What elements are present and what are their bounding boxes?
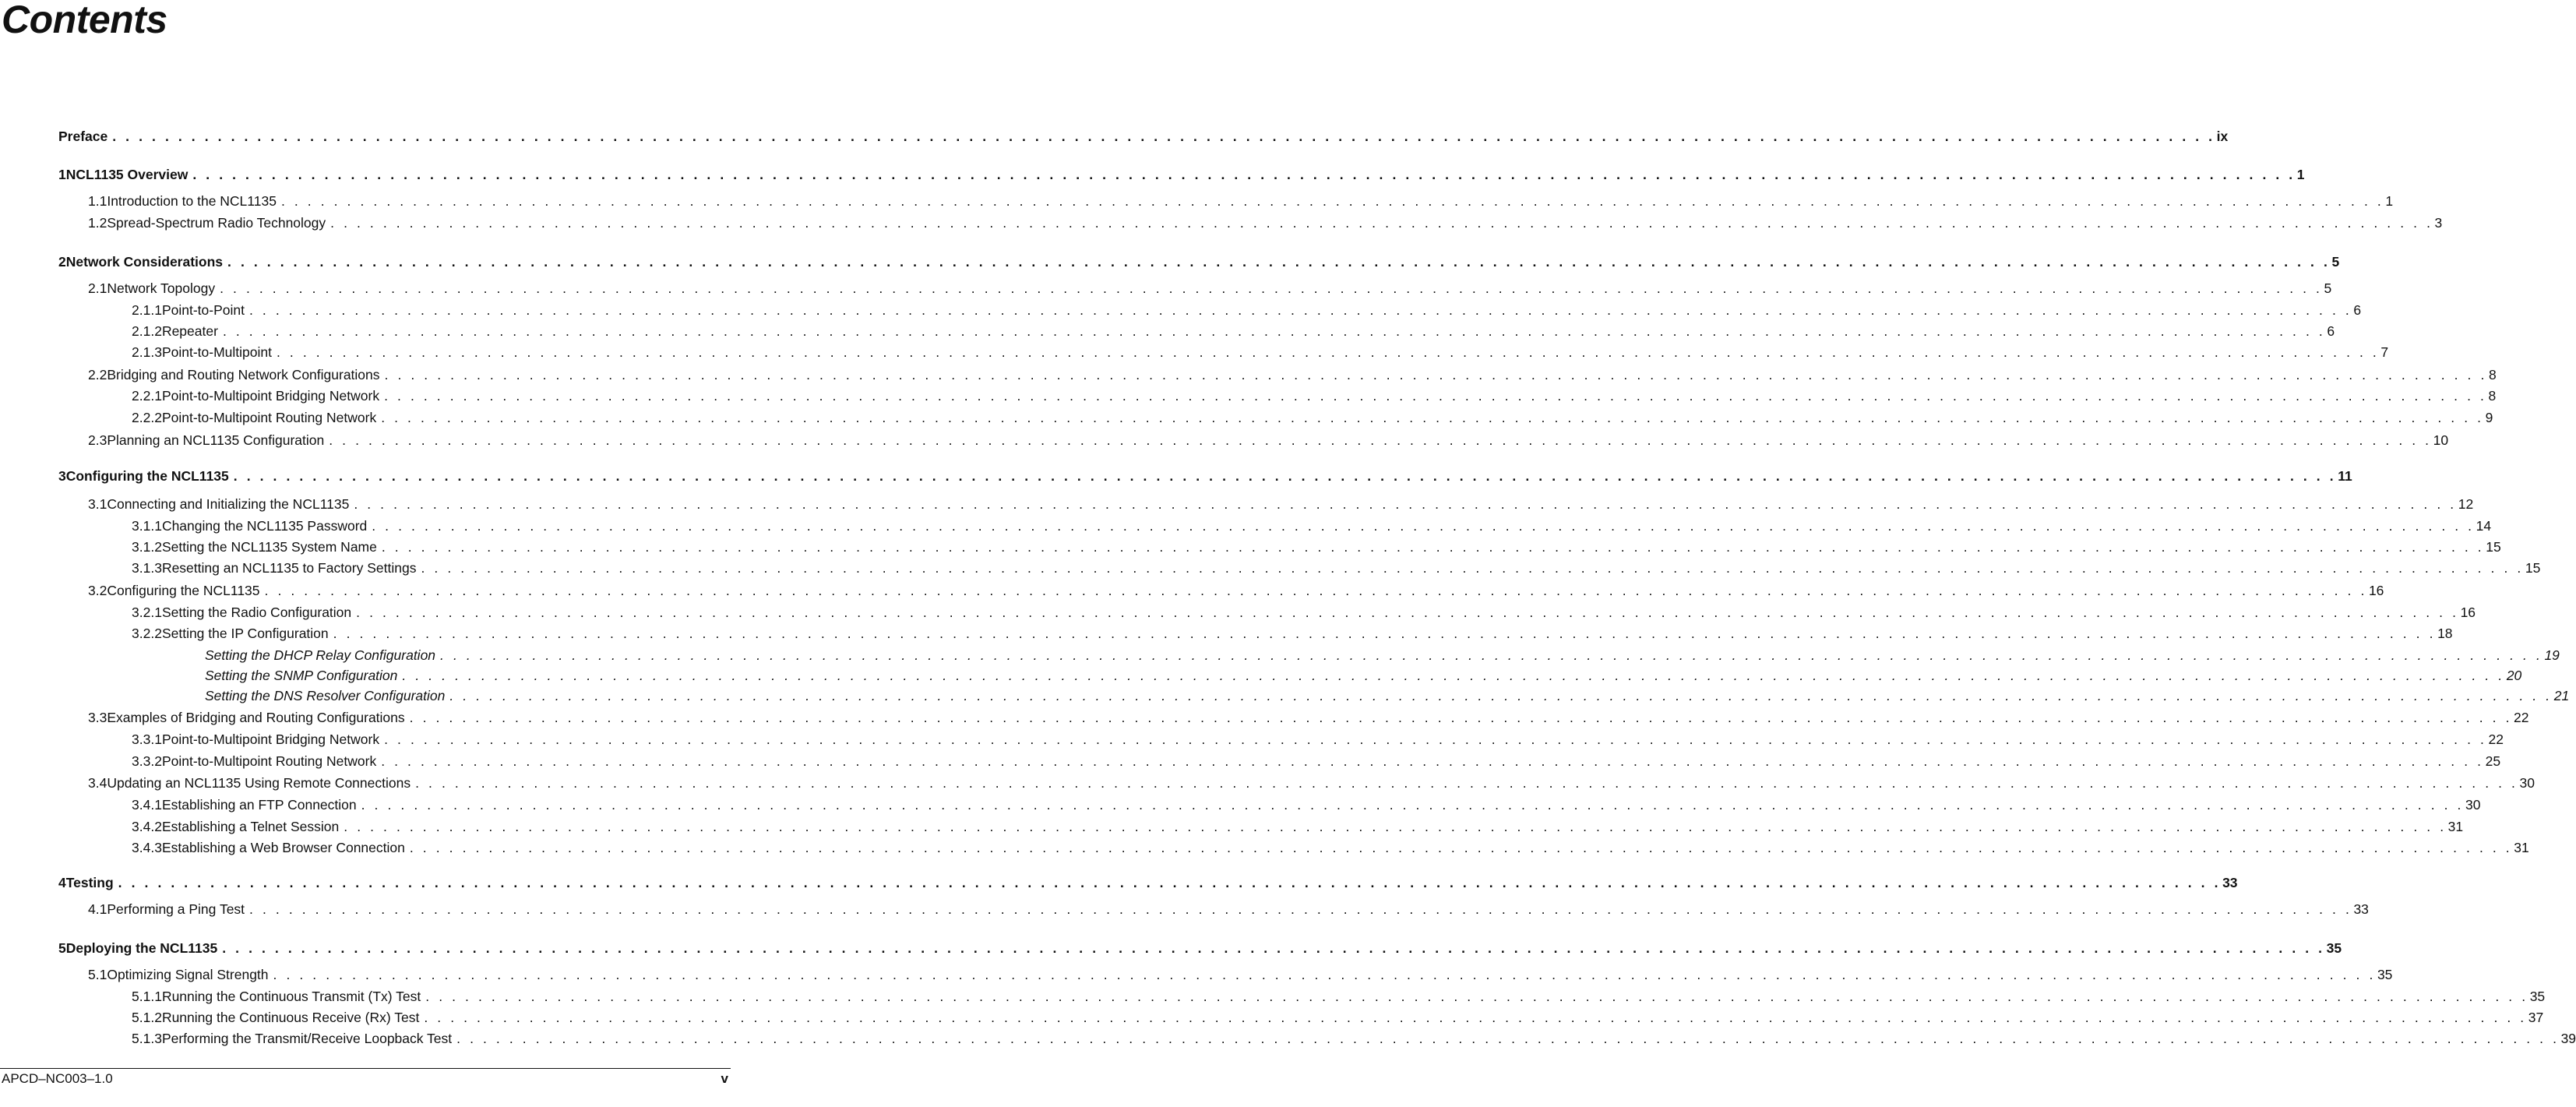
page-footer (2, 1071, 728, 1087)
toc-entry[interactable] (132, 538, 2501, 555)
toc-leader-dots: . . . . . . . . . . . . . . . . . . . . . . . . . . . . . . . . . . . . . . . . . . . . . . . . . . . . . . . . . . . . . . . . . . . . . . . . . . . . . . . . . . . . . . . . . . . . . . . . . . . . . . . . . . . . . . . . . . . . . . . . . . . . . . . . . . . . . . . . . . . . . . . . . . . . . . . . . . . . . . . . (280, 193, 2384, 209)
toc-entry[interactable] (58, 128, 2229, 145)
toc-entry[interactable] (132, 988, 2546, 1005)
toc-entry-page: 11 (2338, 468, 2352, 484)
toc-entry-number: 3.1 (88, 496, 107, 512)
toc-entry-number: 3 (58, 468, 66, 484)
toc-entry-title: Setting the Radio Configuration (161, 605, 352, 620)
toc-entry-page: 5 (2331, 254, 2340, 270)
toc-entry-page: 15 (2525, 560, 2541, 576)
toc-entry-title: Performing the Transmit/Receive Loopback Test (161, 1031, 453, 1046)
toc-leader-dots: . . . . . . . . . . . . . . . . . . . . . . . . . . . . . . . . . . . . . . . . . . . . . . . . . . . . . . . . . . . . . . . . . . . . . . . . . . . . . . . . . . . . . . . . . . . . . . . . . . . . . . . . . . . . . . . . . . . . . . . . . . . . . . . . . . . . . . . . . . . . . . . . . . . . . . . . . . . . . . . . (440, 647, 2543, 663)
toc-entry[interactable] (132, 1030, 2576, 1047)
toc-entry-page: 18 (2437, 626, 2453, 641)
toc-entry-title: Establishing an FTP Connection (161, 797, 357, 813)
toc-entry-number: 3.4 (88, 775, 107, 791)
toc-entry[interactable] (132, 625, 2453, 642)
toc-leader-dots: . . . . . . . . . . . . . . . . . . . . . . . . . . . . . . . . . . . . . . . . . . . . . . . . . . . . . . . . . . . . . . . . . . . . . . . . . . . . . . . . . . . . . . . . . . . . . . . . . . . . . . . . . . . . . . . . . . . . . . . . . . . . . . . . . . . . . . . . . . . . . . . . . . . . . . . . . . . . . . . . (112, 129, 2215, 144)
toc-entry-page: 22 (2488, 732, 2504, 747)
toc-entry-title: Setting the IP Configuration (161, 626, 329, 641)
toc-entry-title: Point-to-Multipoint Routing Network (161, 410, 377, 425)
toc-entry-title: Establishing a Telnet Session (161, 819, 340, 834)
toc-entry-number: 3.3 (88, 710, 107, 725)
toc-entry-title: Deploying the NCL1135 (65, 940, 218, 956)
toc-entry-title: Configuring the NCL1135 (107, 583, 260, 598)
toc-entry[interactable] (58, 467, 2352, 485)
toc-leader-dots: . . . . . . . . . . . . . . . . . . . . . . . . . . . . . . . . . . . . . . . . . . . . . . . . . . . . . . . . . . . . . . . . . . . . . . . . . . . . . . . . . . . . . . . . . . . . . . . . . . . . . . . . . . . . . . . . . . . . . . . . . . . . . . . . . . . . . . . . . . . . . . . . . . . . . . . . . . . . . . . . (222, 323, 2326, 339)
toc-entry[interactable] (88, 214, 2443, 231)
toc-leader-dots: . . . . . . . . . . . . . . . . . . . . . . . . . . . . . . . . . . . . . . . . . . . . . . . . . . . . . . . . . . . . . . . . . . . . . . . . . . . . . . . . . . . . . . . . . . . . . . . . . . . . . . . . . . . . . . . . . . . . . . . . . . . . . . . . . . . . . . . . . . . . . . . . . . . . . . . . . . . . . . . . (356, 605, 2459, 620)
toc-leader-dots: . . . . . . . . . . . . . . . . . . . . . . . . . . . . . . . . . . . . . . . . . . . . . . . . . . . . . . . . . . . . . . . . . . . . . . . . . . . . . . . . . . . . . . . . . . . . . . . . . . . . . . . . . . . . . . . . . . . . . . . . . . . . . . . . . . . . . . . . . . . . . . . . . . . . . . . . . . . . . . . . (333, 626, 2437, 641)
toc-leader-dots: . . . . . . . . . . . . . . . . . . . . . . . . . . . . . . . . . . . . . . . . . . . . . . . . . . . . . . . . . . . . . . . . . . . . . . . . . . . . . . . . . . . . . . . . . . . . . . . . . . . . . . . . . . . . . . . . . . . . . . . . . . . . . . . . . . . . . . . . . . . . . . . . . . . . . . . . . . . . . . . . (222, 940, 2325, 956)
toc-entry-title: Preface (58, 129, 108, 144)
toc-entry-number: 5 (58, 940, 66, 956)
toc-entry-title: Spread-Spectrum Radio Technology (107, 215, 326, 231)
toc-entry-page: 33 (2222, 875, 2238, 890)
toc-entry[interactable] (205, 667, 2522, 684)
toc-entry[interactable] (88, 192, 2394, 210)
toc-leader-dots: . . . . . . . . . . . . . . . . . . . . . . . . . . . . . . . . . . . . . . . . . . . . . . . . . . . . . . . . . . . . . . . . . . . . . . . . . . . . . . . . . . . . . . . . . . . . . . . . . . . . . . . . . . . . . . . . . . . . . . . . . . . . . . . . . . . . . . . . . . . . . . . . . . . . . . . . . . . . . . . . (384, 732, 2487, 747)
toc-entry-number: 2.2.2 (132, 410, 162, 425)
toc-leader-dots: . . . . . . . . . . . . . . . . . . . . . . . . . . . . . . . . . . . . . . . . . . . . . . . . . . . . . . . . . . . . . . . . . . . . . . . . . . . . . . . . . . . . . . . . . . . . . . . . . . . . . . . . . . . . . . . . . . . . . . . . . . . . . . . . . . . . . . . . . . . . . . . . . . . . . . . . . . . . . . . . (384, 388, 2487, 404)
toc-leader-dots: . . . . . . . . . . . . . . . . . . . . . . . . . . . . . . . . . . . . . . . . . . . . . . . . . . . . . . . . . . . . . . . . . . . . . . . . . . . . . . . . . . . . . . . . . . . . . . . . . . . . . . . . . . . . . . . . . . . . . . . . . . . . . . . . . . . . . . . . . . . . . . . . . . . . . . . . . . . . . . . . (409, 840, 2513, 855)
toc-entry-page: 35 (2377, 967, 2393, 982)
toc-entry-page: 31 (2447, 819, 2464, 834)
toc-entry-page: 22 (2514, 710, 2529, 725)
toc-leader-dots: . . . . . . . . . . . . . . . . . . . . . . . . . . . . . . . . . . . . . . . . . . . . . . . . . . . . . . . . . . . . . . . . . . . . . . . . . . . . . . . . . . . . . . . . . . . . . . . . . . . . . . . . . . . . . . . . . . . . . . . . . . . . . . . . . . . . . . . . . . . . . . . . . . . . . . . . . . . . . . . . (425, 989, 2528, 1004)
toc-entry-page: ix (2216, 129, 2229, 144)
toc-entry-title: NCL1135 Overview (65, 167, 189, 182)
toc-entry[interactable] (88, 432, 2449, 449)
toc-entry[interactable] (132, 753, 2501, 770)
toc-entry-page: 19 (2544, 647, 2560, 663)
toc-leader-dots: . . . . . . . . . . . . . . . . . . . . . . . . . . . . . . . . . . . . . . . . . . . . . . . . . . . . . . . . . . . . . . . . . . . . . . . . . . . . . . . . . . . . . . . . . . . . . . . . . . . . . . . . . . . . . . . . . . . . . . . . . . . . . . . . . . . . . . . . . . . . . . . . . . . . . . . . . . . . . . . . (402, 668, 2505, 683)
toc-leader-dots: . . . . . . . . . . . . . . . . . . . . . . . . . . . . . . . . . . . . . . . . . . . . . . . . . . . . . . . . . . . . . . . . . . . . . . . . . . . . . . . . . . . . . . . . . . . . . . . . . . . . . . . . . . . . . . . . . . . . . . . . . . . . . . . . . . . . . . . . . . . . . . . . . . . . . . . . . . . . . . . . (330, 215, 2433, 231)
toc-entry-number: 3.4.2 (132, 819, 162, 834)
toc-entry[interactable] (132, 559, 2541, 576)
toc-entry-number: 3.2.1 (132, 605, 162, 620)
toc-entry[interactable] (88, 582, 2384, 599)
toc-entry-page: 7 (2380, 344, 2389, 360)
toc-leader-dots: . . . . . . . . . . . . . . . . . . . . . . . . . . . . . . . . . . . . . . . . . . . . . . . . . . . . . . . . . . . . . . . . . . . . . . . . . . . . . . . . . . . . . . . . . . . . . . . . . . . . . . . . . . . . . . . . . . . . . . . . . . . . . . . . . . . . . . . . . . . . . . . . . . . . . . . . . . . . . . . . (421, 560, 2524, 576)
toc-leader-dots: . . . . . . . . . . . . . . . . . . . . . . . . . . . . . . . . . . . . . . . . . . . . . . . . . . . . . . . . . . . . . . . . . . . . . . . . . . . . . . . . . . . . . . . . . . . . . . . . . . . . . . . . . . . . . . . . . . . . . . . . . . . . . . . . . . . . . . . . . . . . . . . . . . . . . . . . . . . . . . . . (329, 432, 2432, 448)
toc-entry-page: 16 (2368, 583, 2384, 598)
toc-entry[interactable] (88, 366, 2497, 383)
toc-entry[interactable] (132, 387, 2497, 404)
toc-leader-dots: . . . . . . . . . . . . . . . . . . . . . . . . . . . . . . . . . . . . . . . . . . . . . . . . . . . . . . . . . . . . . . . . . . . . . . . . . . . . . . . . . . . . . . . . . . . . . . . . . . . . . . . . . . . . . . . . . . . . . . . . . . . . . . . . . . . . . . . . . . . . . . . . . . . . . . . . . . . . . . . . (354, 496, 2457, 512)
toc-entry-title: Point-to-Point (161, 302, 245, 318)
toc-entry[interactable] (132, 323, 2335, 340)
toc-entry-title: Bridging and Routing Network Configurations (107, 367, 380, 383)
toc-entry-number: 3.1.3 (132, 560, 162, 576)
toc-entry[interactable] (205, 647, 2560, 664)
toc-leader-dots: . . . . . . . . . . . . . . . . . . . . . . . . . . . . . . . . . . . . . . . . . . . . . . . . . . . . . . . . . . . . . . . . . . . . . . . . . . . . . . . . . . . . . . . . . . . . . . . . . . . . . . . . . . . . . . . . . . . . . . . . . . . . . . . . . . . . . . . . . . . . . . . . . . . . . . . . . . . . . . . . (227, 254, 2331, 270)
toc-entry[interactable] (58, 253, 2340, 270)
toc-entry[interactable] (88, 901, 2369, 918)
toc-entry-number: 3.3.2 (132, 753, 162, 769)
toc-entry-title: Resetting an NCL1135 to Factory Settings (161, 560, 417, 576)
toc-entry-number: 3.3.1 (132, 732, 162, 747)
toc-entry-title: Performing a Ping Test (107, 901, 245, 917)
toc-entry[interactable] (132, 517, 2492, 534)
toc-entry-number: 2.1 (88, 280, 107, 296)
toc-entry-title: Repeater (161, 323, 218, 339)
toc-leader-dots: . . . . . . . . . . . . . . . . . . . . . . . . . . . . . . . . . . . . . . . . . . . . . . . . . . . . . . . . . . . . . . . . . . . . . . . . . . . . . . . . . . . . . . . . . . . . . . . . . . . . . . . . . . . . . . . . . . . . . . . . . . . . . . . . . . . . . . . . . . . . . . . . . . . . . . . . . . . . . . . . (372, 518, 2475, 534)
toc-entry[interactable] (132, 301, 2362, 319)
toc-entry-page: 31 (2514, 840, 2529, 855)
toc-entry-page: 37 (2528, 1010, 2544, 1025)
toc-entry[interactable] (132, 796, 2481, 813)
toc-entry-number: 2.2.1 (132, 388, 162, 404)
toc-entry-number: 1.2 (88, 215, 107, 231)
toc-entry[interactable] (88, 966, 2393, 983)
toc-entry-page: 6 (2327, 323, 2335, 339)
toc-entry-title: Point-to-Multipoint (161, 344, 272, 360)
toc-entry-title: Network Considerations (65, 254, 224, 270)
toc-leader-dots: . . . . . . . . . . . . . . . . . . . . . . . . . . . . . . . . . . . . . . . . . . . . . . . . . . . . . . . . . . . . . . . . . . . . . . . . . . . . . . . . . . . . . . . . . . . . . . . . . . . . . . . . . . . . . . . . . . . . . . . . . . . . . . . . . . . . . . . . . . . . . . . . . . . . . . . . . . . . . . . . (249, 901, 2352, 917)
toc-leader-dots: . . . . . . . . . . . . . . . . . . . . . . . . . . . . . . . . . . . . . . . . . . . . . . . . . . . . . . . . . . . . . . . . . . . . . . . . . . . . . . . . . . . . . . . . . . . . . . . . . . . . . . . . . . . . . . . . . . . . . . . . . . . . . . . . . . . . . . . . . . . . . . . . . . . . . . . . . . . . . . . . (456, 1031, 2560, 1046)
toc-entry-title: Point-to-Multipoint Routing Network (161, 753, 377, 769)
toc-entry-title: Changing the NCL1135 Password (161, 518, 368, 534)
page-title: Contents (2, 0, 167, 41)
toc-entry-number: 2.1.3 (132, 344, 162, 360)
toc-entry-number: 2.2 (88, 367, 107, 383)
toc-entry-page: 30 (2519, 775, 2535, 791)
toc-entry-number: 3.1.2 (132, 539, 162, 555)
toc-entry-page: 12 (2458, 496, 2474, 512)
toc-entry[interactable] (132, 409, 2493, 426)
toc-entry[interactable] (132, 818, 2464, 835)
toc-leader-dots: . . . . . . . . . . . . . . . . . . . . . . . . . . . . . . . . . . . . . . . . . . . . . . . . . . . . . . . . . . . . . . . . . . . . . . . . . . . . . . . . . . . . . . . . . . . . . . . . . . . . . . . . . . . . . . . . . . . . . . . . . . . . . . . . . . . . . . . . . . . . . . . . . . . . . . . . . . . . . . . . (449, 688, 2553, 703)
toc-entry-title: Testing (65, 875, 114, 890)
toc-entry-page: 35 (2529, 989, 2546, 1004)
toc-entry[interactable] (132, 731, 2504, 748)
toc-entry-number: 1 (58, 167, 66, 182)
toc-entry-number: 5.1.2 (132, 1010, 162, 1025)
toc-entry-title: Updating an NCL1135 Using Remote Connections (107, 775, 411, 791)
toc-entry-page: 10 (2433, 432, 2449, 448)
toc-leader-dots: . . . . . . . . . . . . . . . . . . . . . . . . . . . . . . . . . . . . . . . . . . . . . . . . . . . . . . . . . . . . . . . . . . . . . . . . . . . . . . . . . . . . . . . . . . . . . . . . . . . . . . . . . . . . . . . . . . . . . . . . . . . . . . . . . . . . . . . . . . . . . . . . . . . . . . . . . . . . . . . . (415, 775, 2518, 791)
toc-entry[interactable] (132, 604, 2476, 621)
toc-entry-number: 3.2 (88, 583, 107, 598)
toc-entry-page: 14 (2476, 518, 2492, 534)
toc-entry-title: Configuring the NCL1135 (65, 468, 229, 484)
toc-entry[interactable] (205, 687, 2570, 704)
toc-entry-page: 1 (2385, 193, 2394, 209)
toc-entry-number: 3.2.2 (132, 626, 162, 641)
toc-leader-dots: . . . . . . . . . . . . . . . . . . . . . . . . . . . . . . . . . . . . . . . . . . . . . . . . . . . . . . . . . . . . . . . . . . . . . . . . . . . . . . . . . . . . . . . . . . . . . . . . . . . . . . . . . . . . . . . . . . . . . . . . . . . . . . . . . . . . . . . . . . . . . . . . . . . . . . . . . . . . . . . . (424, 1010, 2527, 1025)
toc-entry-page: 15 (2486, 539, 2501, 555)
toc-leader-dots: . . . . . . . . . . . . . . . . . . . . . . . . . . . . . . . . . . . . . . . . . . . . . . . . . . . . . . . . . . . . . . . . . . . . . . . . . . . . . . . . . . . . . . . . . . . . . . . . . . . . . . . . . . . . . . . . . . . . . . . . . . . . . . . . . . . . . . . . . . . . . . . . . . . . . . . . . . . . . . . . (381, 753, 2484, 769)
toc-entry[interactable] (132, 839, 2529, 856)
toc-leader-dots: . . . . . . . . . . . . . . . . . . . . . . . . . . . . . . . . . . . . . . . . . . . . . . . . . . . . . . . . . . . . . . . . . . . . . . . . . . . . . . . . . . . . . . . . . . . . . . . . . . . . . . . . . . . . . . . . . . . . . . . . . . . . . . . . . . . . . . . . . . . . . . . . . . . . . . . . . . . . . . . . (381, 410, 2484, 425)
toc-leader-dots: . . . . . . . . . . . . . . . . . . . . . . . . . . . . . . . . . . . . . . . . . . . . . . . . . . . . . . . . . . . . . . . . . . . . . . . . . . . . . . . . . . . . . . . . . . . . . . . . . . . . . . . . . . . . . . . . . . . . . . . . . . . . . . . . . . . . . . . . . . . . . . . . . . . . . . . . . . . . . . . . (273, 967, 2376, 982)
toc-entry[interactable] (58, 874, 2238, 891)
toc-entry-page: 6 (2353, 302, 2362, 318)
toc-entry-title: Planning an NCL1135 Configuration (107, 432, 325, 448)
footer-page-number: v (721, 1071, 728, 1086)
toc-entry[interactable] (58, 166, 2305, 183)
toc-entry-number: 4 (58, 875, 66, 890)
toc-entry-title: Introduction to the NCL1135 (107, 193, 277, 209)
toc-entry-number: 2 (58, 254, 66, 270)
toc-leader-dots: . . . . . . . . . . . . . . . . . . . . . . . . . . . . . . . . . . . . . . . . . . . . . . . . . . . . . . . . . . . . . . . . . . . . . . . . . . . . . . . . . . . . . . . . . . . . . . . . . . . . . . . . . . . . . . . . . . . . . . . . . . . . . . . . . . . . . . . . . . . . . . . . . . . . . . . . . . . . . . . . (118, 875, 2222, 890)
toc-leader-dots: . . . . . . . . . . . . . . . . . . . . . . . . . . . . . . . . . . . . . . . . . . . . . . . . . . . . . . . . . . . . . . . . . . . . . . . . . . . . . . . . . . . . . . . . . . . . . . . . . . . . . . . . . . . . . . . . . . . . . . . . . . . . . . . . . . . . . . . . . . . . . . . . . . . . . . . . . . . . . . . . (192, 167, 2296, 182)
toc-entry-number: 5.1 (88, 967, 107, 982)
toc-entry[interactable] (132, 1009, 2544, 1026)
toc-entry-page: 8 (2488, 367, 2497, 383)
toc-entry-page: 1 (2296, 167, 2305, 182)
toc-entry-number: 3.1.1 (132, 518, 162, 534)
toc-entry-page: 21 (2553, 688, 2570, 703)
toc-entry[interactable] (58, 940, 2342, 957)
toc-entry-number: 4.1 (88, 901, 107, 917)
toc-entry-title: Point-to-Multipoint Bridging Network (161, 732, 380, 747)
toc-leader-dots: . . . . . . . . . . . . . . . . . . . . . . . . . . . . . . . . . . . . . . . . . . . . . . . . . . . . . . . . . . . . . . . . . . . . . . . . . . . . . . . . . . . . . . . . . . . . . . . . . . . . . . . . . . . . . . . . . . . . . . . . . . . . . . . . . . . . . . . . . . . . . . . . . . . . . . . . . . . . . . . . (248, 302, 2352, 318)
toc-entry-title: Setting the SNMP Configuration (205, 668, 398, 683)
toc-entry-title: Running the Continuous Transmit (Tx) Test (161, 989, 421, 1004)
toc-entry-title: Examples of Bridging and Routing Configurations (107, 710, 405, 725)
footer-rule (0, 1068, 731, 1069)
toc-entry-title: Optimizing Signal Strength (107, 967, 269, 982)
toc-entry-page: 25 (2485, 753, 2501, 769)
toc-entry[interactable] (88, 774, 2535, 791)
toc-entry-number: 3.4.3 (132, 840, 162, 855)
toc-entry-page: 33 (2353, 901, 2369, 917)
toc-entry-page: 9 (2485, 410, 2493, 425)
toc-leader-dots: . . . . . . . . . . . . . . . . . . . . . . . . . . . . . . . . . . . . . . . . . . . . . . . . . . . . . . . . . . . . . . . . . . . . . . . . . . . . . . . . . . . . . . . . . . . . . . . . . . . . . . . . . . . . . . . . . . . . . . . . . . . . . . . . . . . . . . . . . . . . . . . . . . . . . . . . . . . . . . . . (409, 710, 2513, 725)
toc-leader-dots: . . . . . . . . . . . . . . . . . . . . . . . . . . . . . . . . . . . . . . . . . . . . . . . . . . . . . . . . . . . . . . . . . . . . . . . . . . . . . . . . . . . . . . . . . . . . . . . . . . . . . . . . . . . . . . . . . . . . . . . . . . . . . . . . . . . . . . . . . . . . . . . . . . . . . . . . . . . . . . . . (384, 367, 2487, 383)
toc-entry-page: 3 (2434, 215, 2443, 231)
toc-leader-dots: . . . . . . . . . . . . . . . . . . . . . . . . . . . . . . . . . . . . . . . . . . . . . . . . . . . . . . . . . . . . . . . . . . . . . . . . . . . . . . . . . . . . . . . . . . . . . . . . . . . . . . . . . . . . . . . . . . . . . . . . . . . . . . . . . . . . . . . . . . . . . . . . . . . . . . . . . . . . . . . . (344, 819, 2447, 834)
toc-leader-dots: . . . . . . . . . . . . . . . . . . . . . . . . . . . . . . . . . . . . . . . . . . . . . . . . . . . . . . . . . . . . . . . . . . . . . . . . . . . . . . . . . . . . . . . . . . . . . . . . . . . . . . . . . . . . . . . . . . . . . . . . . . . . . . . . . . . . . . . . . . . . . . . . . . . . . . . . . . . . . . . . (220, 280, 2323, 296)
toc-entry-page: 39 (2560, 1031, 2576, 1046)
toc-entry-title: Setting the DHCP Relay Configuration (205, 647, 436, 663)
toc-entry-page: 20 (2506, 668, 2522, 683)
toc-entry-number: 1.1 (88, 193, 107, 209)
toc-entry[interactable] (88, 709, 2529, 726)
toc-entry-number: 2.3 (88, 432, 107, 448)
toc-entry-number: 5.1.3 (132, 1031, 162, 1046)
toc-entry[interactable] (88, 495, 2474, 513)
toc-entry-page: 5 (2324, 280, 2332, 296)
toc-leader-dots: . . . . . . . . . . . . . . . . . . . . . . . . . . . . . . . . . . . . . . . . . . . . . . . . . . . . . . . . . . . . . . . . . . . . . . . . . . . . . . . . . . . . . . . . . . . . . . . . . . . . . . . . . . . . . . . . . . . . . . . . . . . . . . . . . . . . . . . . . . . . . . . . . . . . . . . . . . . . . . . . (361, 797, 2465, 813)
toc-entry-number: 5.1.1 (132, 989, 162, 1004)
toc-entry-title: Setting the DNS Resolver Configuration (205, 688, 446, 703)
toc-entry-title: Setting the NCL1135 System Name (161, 539, 377, 555)
toc-entry-page: 35 (2326, 940, 2342, 956)
toc-entry-page: 30 (2465, 797, 2481, 813)
toc-entry-title: Connecting and Initializing the NCL1135 (107, 496, 350, 512)
toc-entry-title: Running the Continuous Receive (Rx) Test (161, 1010, 420, 1025)
toc-entry-page: 8 (2488, 388, 2497, 404)
toc-entry[interactable] (88, 280, 2332, 297)
toc-entry-number: 2.1.1 (132, 302, 162, 318)
toc-leader-dots: . . . . . . . . . . . . . . . . . . . . . . . . . . . . . . . . . . . . . . . . . . . . . . . . . . . . . . . . . . . . . . . . . . . . . . . . . . . . . . . . . . . . . . . . . . . . . . . . . . . . . . . . . . . . . . . . . . . . . . . . . . . . . . . . . . . . . . . . . . . . . . . . . . . . . . . . . . . . . . . . (381, 539, 2485, 555)
toc-leader-dots: . . . . . . . . . . . . . . . . . . . . . . . . . . . . . . . . . . . . . . . . . . . . . . . . . . . . . . . . . . . . . . . . . . . . . . . . . . . . . . . . . . . . . . . . . . . . . . . . . . . . . . . . . . . . . . . . . . . . . . . . . . . . . . . . . . . . . . . . . . . . . . . . . . . . . . . . . . . . . . . . (264, 583, 2367, 598)
toc-entry-title: Point-to-Multipoint Bridging Network (161, 388, 380, 404)
toc-entry-title: Establishing a Web Browser Connection (161, 840, 405, 855)
toc-entry-title: Network Topology (107, 280, 216, 296)
toc-entry-page: 16 (2460, 605, 2476, 620)
toc-entry[interactable] (132, 344, 2389, 361)
toc-leader-dots: . . . . . . . . . . . . . . . . . . . . . . . . . . . . . . . . . . . . . . . . . . . . . . . . . . . . . . . . . . . . . . . . . . . . . . . . . . . . . . . . . . . . . . . . . . . . . . . . . . . . . . . . . . . . . . . . . . . . . . . . . . . . . . . . . . . . . . . . . . . . . . . . . . . . . . . . . . . . . . . . (233, 468, 2337, 484)
toc-leader-dots: . . . . . . . . . . . . . . . . . . . . . . . . . . . . . . . . . . . . . . . . . . . . . . . . . . . . . . . . . . . . . . . . . . . . . . . . . . . . . . . . . . . . . . . . . . . . . . . . . . . . . . . . . . . . . . . . . . . . . . . . . . . . . . . . . . . . . . . . . . . . . . . . . . . . . . . . . . . . . . . . (276, 344, 2380, 360)
toc-entry-number: 2.1.2 (132, 323, 162, 339)
footer-doc-id: APCD–NC003–1.0 (2, 1071, 113, 1086)
toc-entry-number: 3.4.1 (132, 797, 162, 813)
